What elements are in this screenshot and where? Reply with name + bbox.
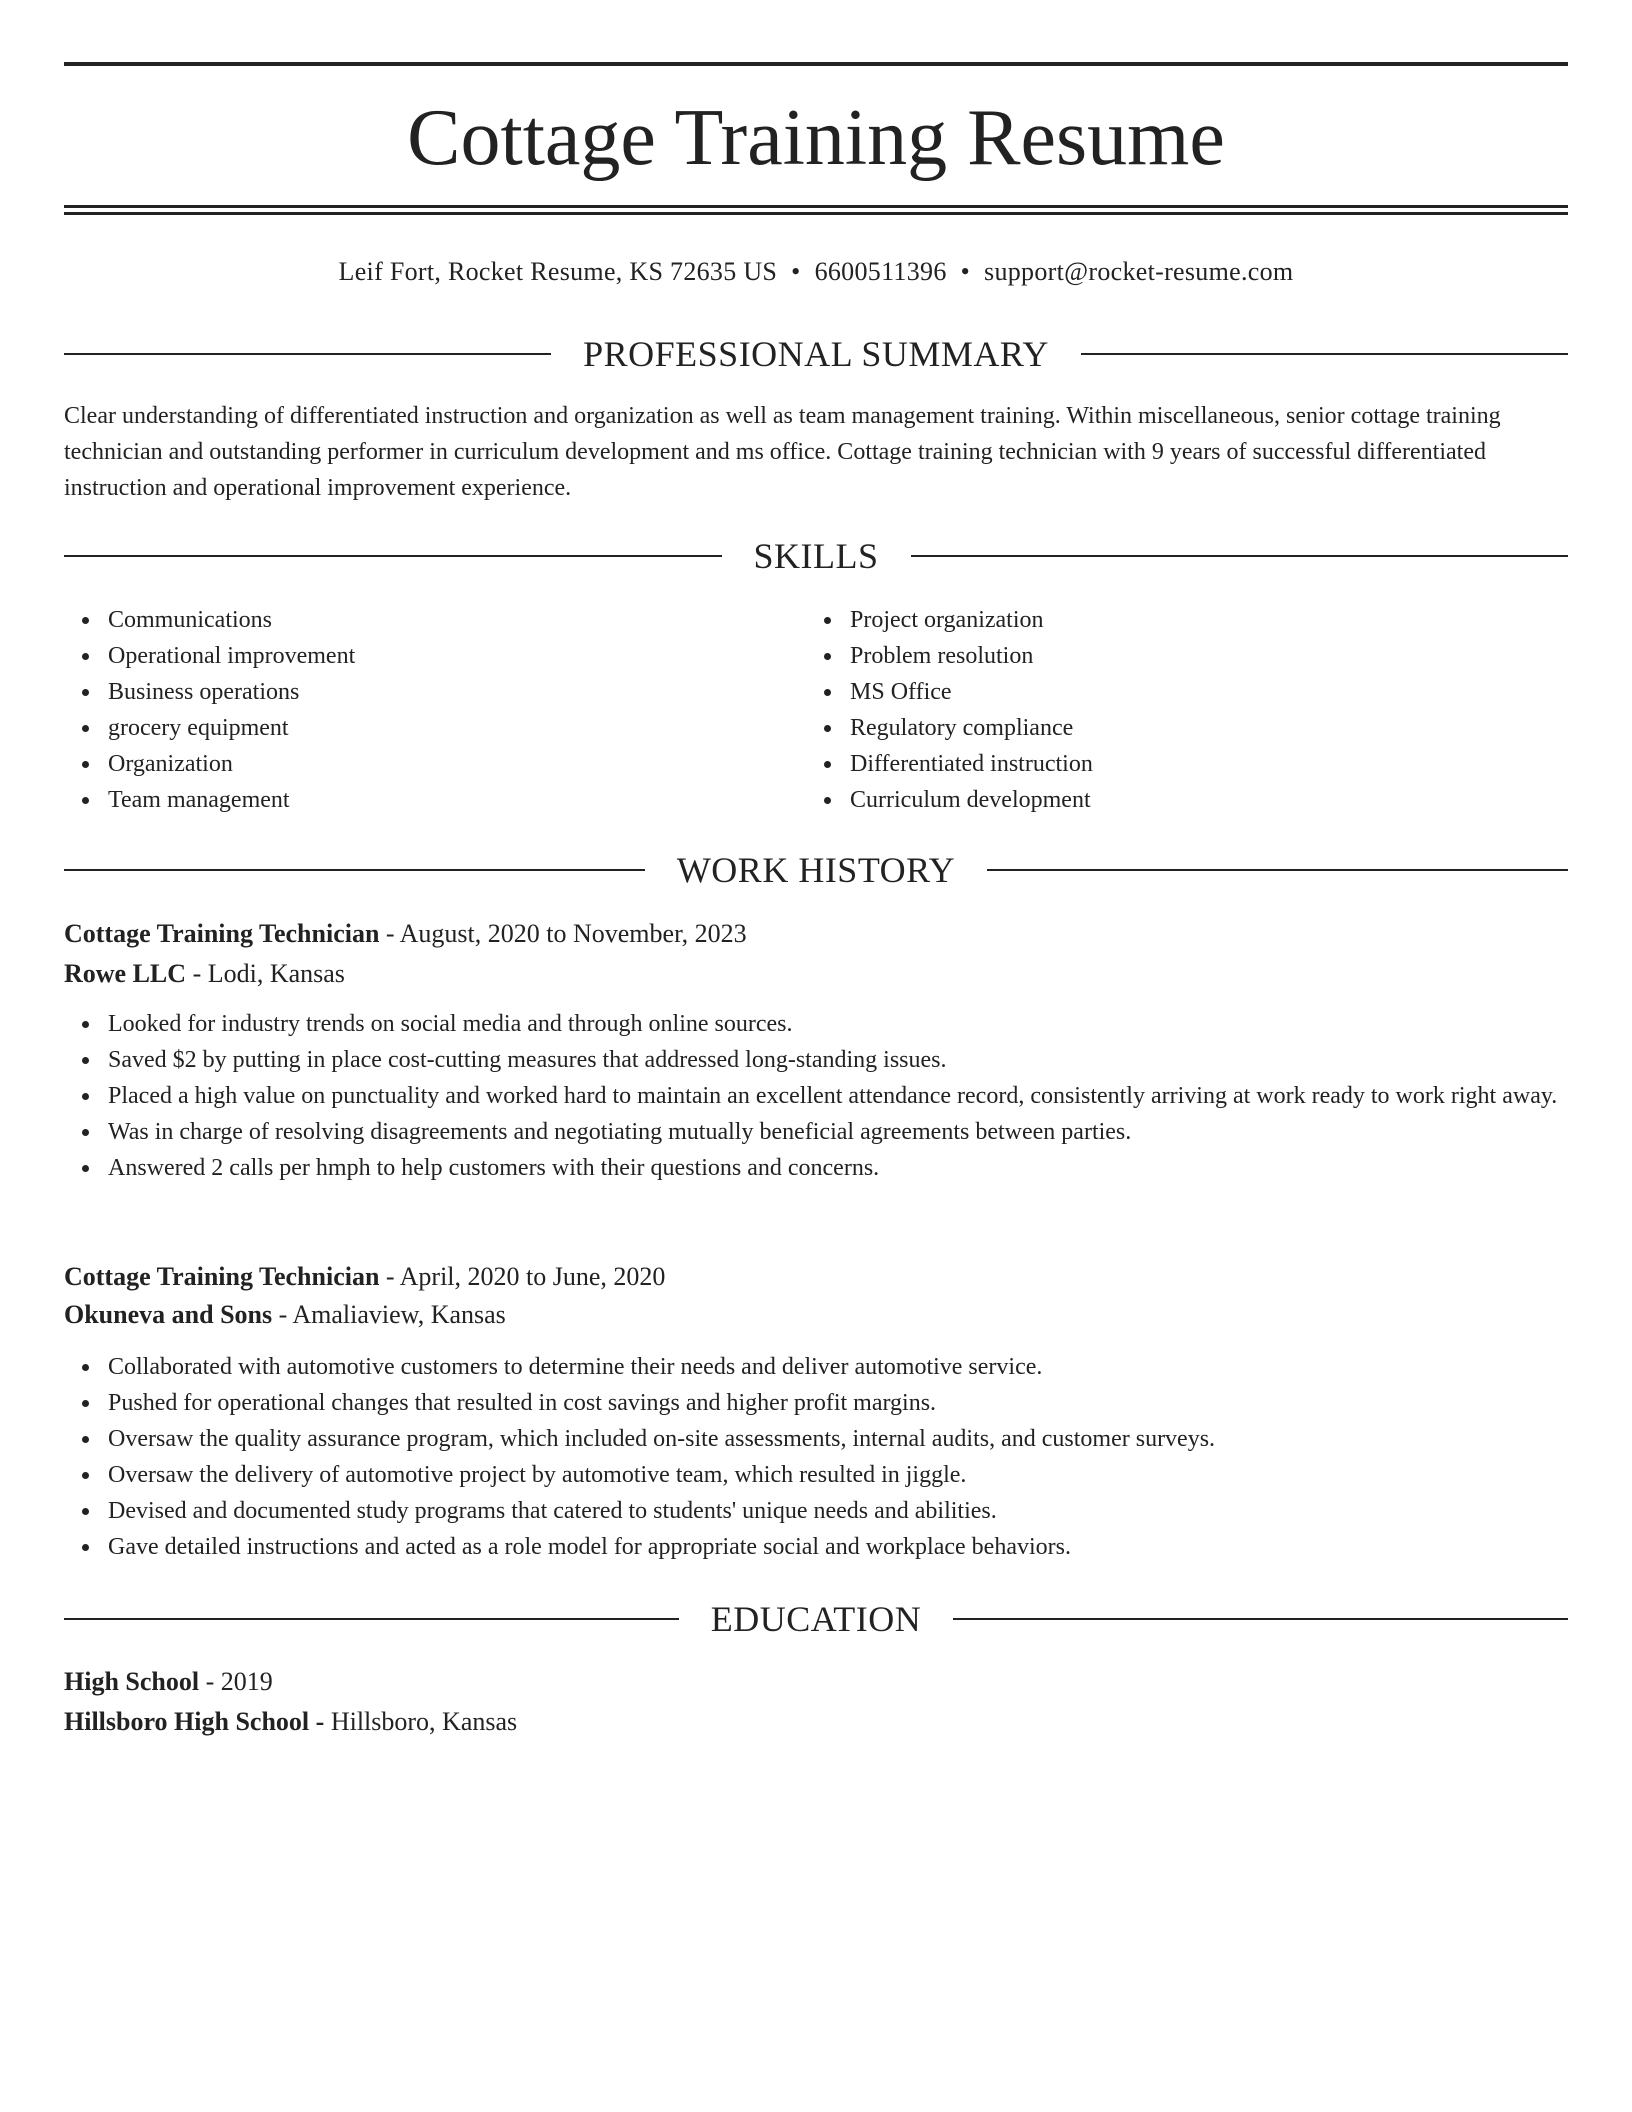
skills-list	[64, 602, 764, 818]
job-dates: - August, 2020 to November, 2023	[379, 919, 747, 948]
section-header-skills	[64, 534, 1568, 578]
skill-item: Business operations	[108, 674, 764, 710]
top-rule	[64, 62, 1568, 66]
section-header-summary	[64, 332, 1568, 376]
job-bullets	[64, 1349, 1568, 1565]
job-bullet: Collaborated with automotive customers to determine their needs and deliver automotive service.	[108, 1349, 1568, 1385]
job-bullet: Oversaw the quality assurance program, which included on-site assessments, internal audits, and customer surveys.	[108, 1421, 1568, 1457]
education-degree: High School	[64, 1667, 200, 1696]
skill-item: Project organization	[850, 602, 1506, 638]
education-degree-line	[64, 1662, 1568, 1702]
job-bullet: Answered 2 calls per hmph to help customers with their questions and concerns.	[108, 1150, 1568, 1186]
contact-phone: 6600511396	[814, 257, 947, 286]
job-title-line	[64, 1257, 1568, 1297]
education-school-line	[64, 1702, 1568, 1742]
title-rule-upper	[64, 205, 1568, 208]
education-year: - 2019	[199, 1667, 273, 1696]
skill-item: Organization	[108, 746, 764, 782]
job-company: Okuneva and Sons	[64, 1300, 273, 1329]
divider-line	[953, 1618, 1568, 1620]
divider-line	[64, 869, 645, 871]
job-bullet-list	[64, 1006, 1568, 1186]
summary-text: Clear understanding of differentiated instruction and organization as well as team management training. Within miscellaneous, senior cottage training technician and outstanding performer in curriculum development and ms office. Cottage training technician with 9 years of successful differentiated instruction and operational improvement experience.	[64, 403, 1501, 501]
skill-item: Differentiated instruction	[850, 746, 1506, 782]
job-location: - Lodi, Kansas	[186, 959, 345, 988]
contact-separator: •	[791, 257, 801, 286]
divider-line	[64, 555, 722, 557]
education-school: Hillsboro High School	[64, 1707, 310, 1736]
skill-item: Operational improvement	[108, 638, 764, 674]
job-company-line	[64, 954, 1568, 994]
skill-item: Regulatory compliance	[850, 710, 1506, 746]
job-bullet: Pushed for operational changes that resulted in cost savings and higher profit margins.	[108, 1385, 1568, 1421]
education-location: Hillsboro, Kansas	[330, 1707, 518, 1736]
job-dates: - April, 2020 to June, 2020	[379, 1262, 666, 1291]
divider-line	[64, 1618, 679, 1620]
job-bullet: Looked for industry trends on social media and through online sources.	[108, 1006, 1568, 1042]
contact-separator: •	[960, 257, 971, 286]
skill-item: grocery equipment	[108, 710, 764, 746]
job-title: Cottage Training Technician	[64, 1262, 380, 1291]
divider-line	[987, 869, 1568, 871]
job-bullet: Devised and documented study programs that catered to students' unique needs and abilities.	[108, 1493, 1568, 1529]
contact-address: Leif Fort, Rocket Resume, KS 72635 US	[338, 257, 778, 286]
section-title-summary: PROFESSIONAL SUMMARY	[583, 334, 1049, 374]
section-header-education	[64, 1597, 1568, 1641]
education-school-separator: -	[309, 1707, 331, 1736]
job-bullet: Gave detailed instructions and acted as a role model for appropriate social and workplace behaviors.	[108, 1529, 1568, 1565]
section-title-education: EDUCATION	[710, 1599, 922, 1639]
job-bullets	[64, 1006, 1568, 1186]
contact-line	[64, 252, 1568, 292]
skill-item: Curriculum development	[850, 782, 1506, 818]
contact-email: support@rocket-resume.com	[984, 257, 1294, 286]
job-title: Cottage Training Technician	[64, 919, 380, 948]
skill-item: MS Office	[850, 674, 1506, 710]
divider-line	[64, 353, 551, 355]
job-company: Rowe LLC	[64, 959, 187, 988]
job-bullet: Was in charge of resolving disagreements and negotiating mutually beneficial agreements between parties.	[108, 1114, 1568, 1150]
job-bullet: Oversaw the delivery of automotive project by automotive team, which resulted in jiggle.	[108, 1457, 1568, 1493]
skill-item: Problem resolution	[850, 638, 1506, 674]
job-bullet-list	[64, 1349, 1568, 1565]
page-title: Cottage Training Resume	[407, 94, 1225, 182]
divider-line	[911, 555, 1569, 557]
job-bullet: Saved $2 by putting in place cost-cutting measures that addressed long-standing issues.	[108, 1042, 1568, 1078]
section-header-work	[64, 848, 1568, 892]
skills-column-left	[64, 602, 764, 818]
section-title-skills: SKILLS	[753, 536, 879, 576]
skill-item: Team management	[108, 782, 764, 818]
skills-column-right	[806, 602, 1506, 818]
job-bullet: Placed a high value on punctuality and worked hard to maintain an excellent attendance record, consistently arriving at work ready to work right away.	[108, 1078, 1568, 1114]
title-rule-lower	[64, 212, 1568, 215]
section-title-work: WORK HISTORY	[676, 850, 956, 890]
job-title-line	[64, 914, 1568, 954]
job-company-line	[64, 1295, 1568, 1335]
divider-line	[1081, 353, 1568, 355]
skill-item: Communications	[108, 602, 764, 638]
job-location: - Amaliaview, Kansas	[272, 1300, 506, 1329]
skills-list	[806, 602, 1506, 818]
